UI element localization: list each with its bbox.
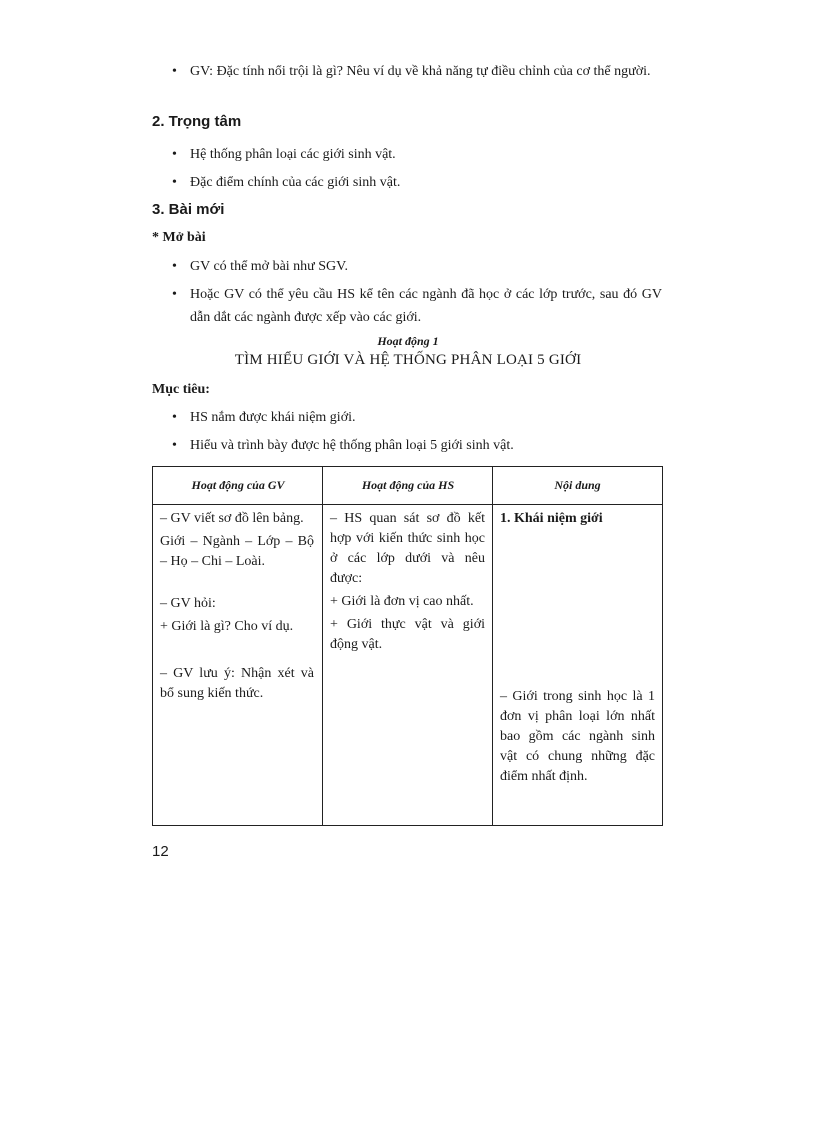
activity-label: Hoạt động 1 <box>377 334 439 348</box>
list-item: • Hiểu và trình bày được hệ thống phân loại 5 giới sinh vật. <box>170 434 662 457</box>
list-item: • HS nắm được khái niệm giới. <box>170 406 662 429</box>
content-column <box>500 509 655 787</box>
table-cell: + Giới là gì? Cho ví dụ. <box>160 619 294 634</box>
table-cell: + Giới thực vật và giới động vật. <box>330 617 485 652</box>
list-item: • GV có thể mở bài như SGV. <box>170 255 662 278</box>
gv-column <box>160 509 314 704</box>
section-2-bullets <box>170 143 662 194</box>
opening-title: * Mở bài <box>152 230 206 245</box>
header-divider <box>153 504 662 505</box>
activity-table <box>152 466 663 826</box>
table-cell: Giới – Ngành – Lớp – Bộ – Họ – Chi – Loài. <box>160 534 314 569</box>
intro-bullets <box>170 60 662 83</box>
list-item: • Đặc điểm chính của các giới sinh vật. <box>170 171 662 194</box>
list-item: • Hệ thống phân loại các giới sinh vật. <box>170 143 662 166</box>
column-divider <box>492 467 493 825</box>
table-cell: – GV lưu ý: Nhận xét và bổ sung kiến thức. <box>160 666 314 701</box>
activity-title: TÌM HIỂU GIỚI VÀ HỆ THỐNG PHÂN LOẠI 5 GIỚI <box>234 352 582 368</box>
header-hs: Hoạt động của HS <box>361 478 455 492</box>
section-3-bullets <box>170 255 662 329</box>
table-cell: – GV hỏi: <box>160 596 216 611</box>
section-3-title: 3. Bài mới <box>152 201 225 218</box>
header-content: Nội dung <box>554 478 601 492</box>
objectives-title: Mục tiêu: <box>152 382 210 397</box>
page-number: 12 <box>152 843 169 860</box>
table-cell: – Giới trong sinh học là 1 đơn vị phân loại lớn nhất bao gồm các ngành sinh vật có chung những đặc điểm nhất định. <box>500 689 655 784</box>
hs-column <box>330 509 485 655</box>
table-cell: + Giới là đơn vị cao nhất. <box>330 594 474 609</box>
column-divider <box>322 467 323 825</box>
intro-bullet: • GV: Đặc tính nổi trội là gì? Nêu ví dụ về khả năng tự điều chỉnh của cơ thể người. <box>170 60 662 83</box>
table-cell: – HS quan sát sơ đồ kết hợp với kiến thức sinh học ở các lớp dưới và nêu được: <box>330 511 485 586</box>
section-2-title: 2. Trọng tâm <box>152 113 242 130</box>
table-cell: – GV viết sơ đồ lên bảng. <box>160 511 304 526</box>
header-gv: Hoạt động của GV <box>191 478 285 492</box>
content-heading: 1. Khái niệm giới <box>500 511 603 526</box>
objectives-bullets <box>170 406 662 457</box>
list-item: • Hoặc GV có thể yêu cầu HS kể tên các ngành đã học ở các lớp trước, sau đó GV dẫn dắt các ngành được xếp vào các giới. <box>170 283 662 329</box>
